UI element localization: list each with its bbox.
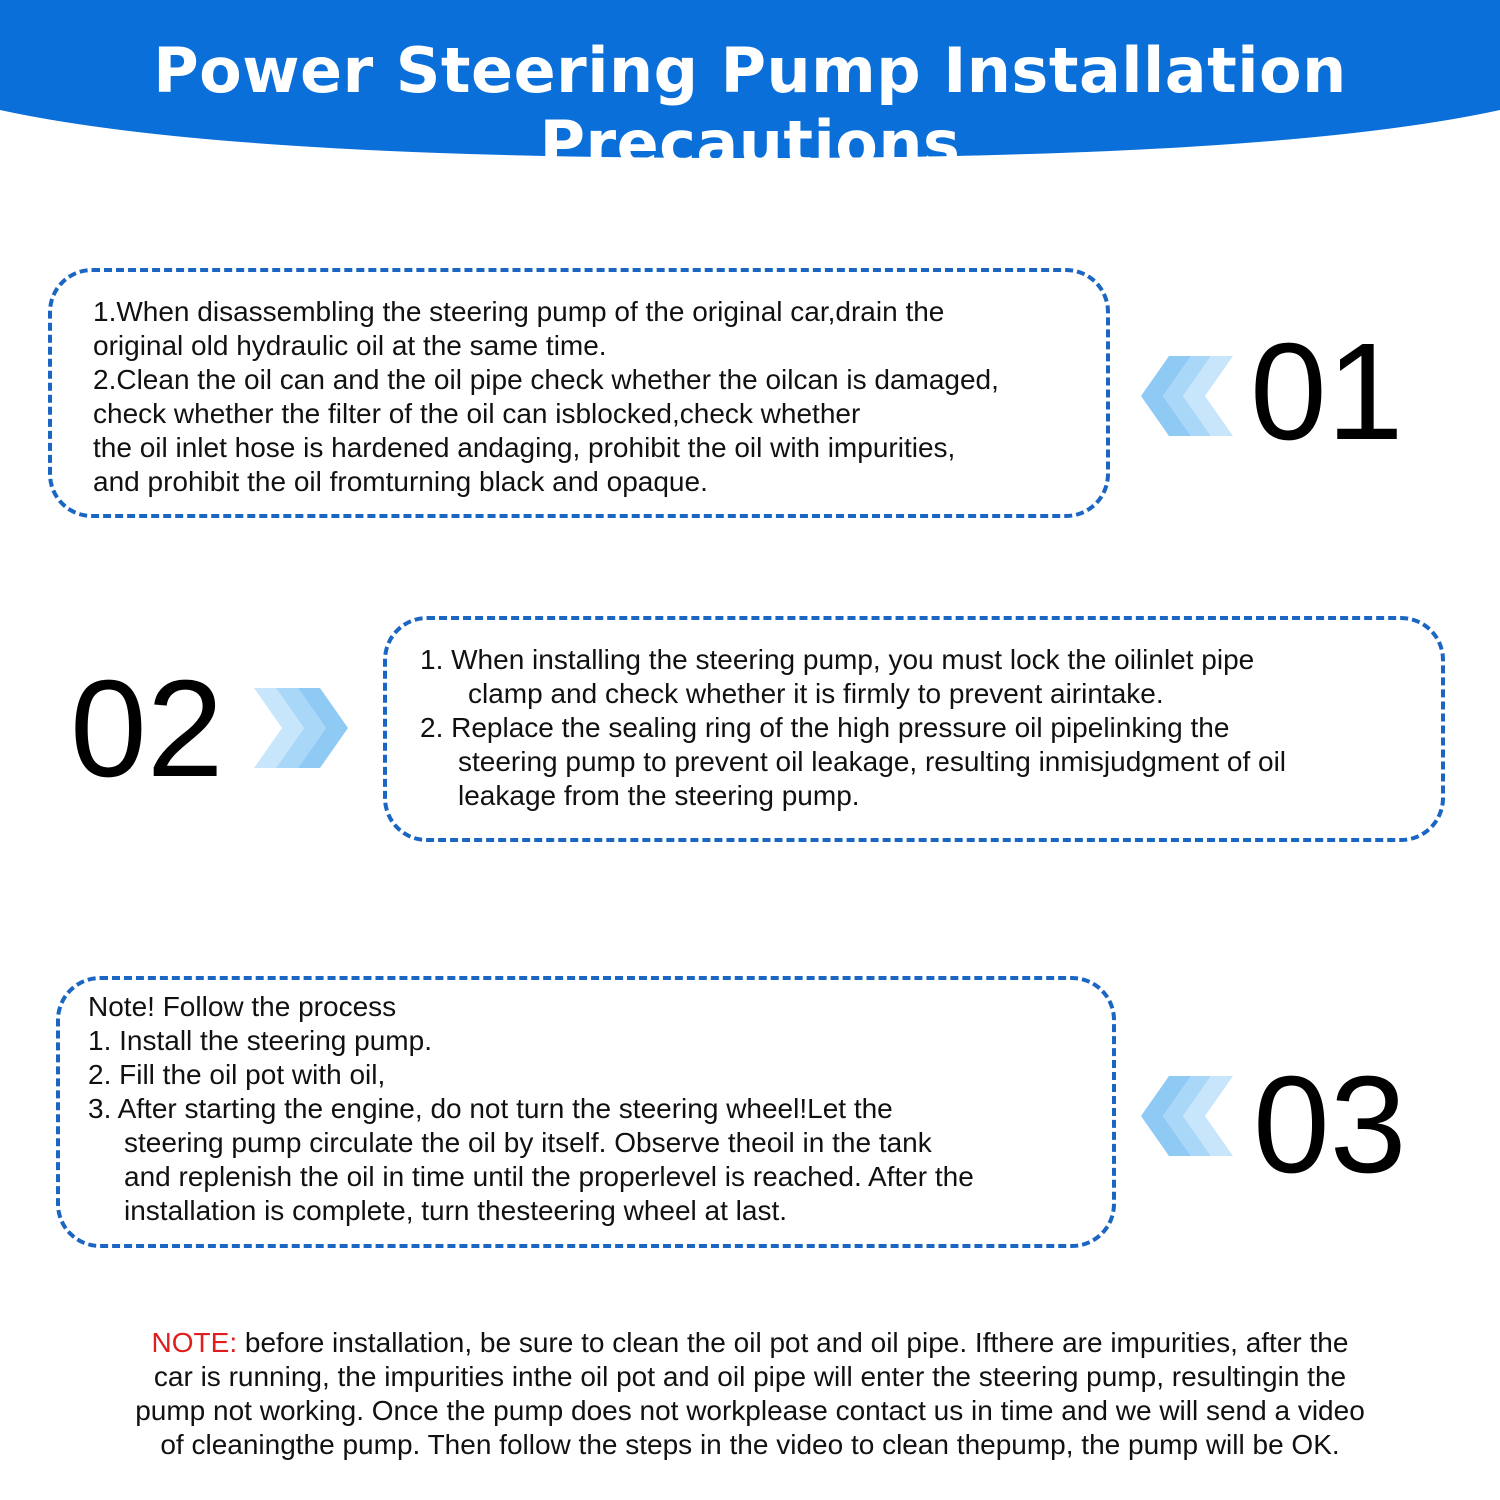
step-1-line: the oil inlet hose is hardened andaging, prohibit the oil with impurities, [93,432,956,463]
step-1-line: 2.Clean the oil can and the oil pipe check whether the oilcan is damaged, [93,364,999,395]
page-title: Power Steering Pump Installation Precautions [153,34,1347,180]
step-2-number: 02 [70,652,224,806]
step-3-line: steering pump circulate the oil by itself. Observe theoil in the tank [124,1127,932,1158]
step-2-line: clamp and check whether it is firmly to prevent airintake. [468,678,1164,709]
note-line [0,1326,1500,1360]
footer-note [0,1326,1500,1462]
step-1-text [93,295,999,499]
step-3-line: 2. Fill the oil pot with oil, [88,1059,386,1090]
note-first-line: before installation, be sure to clean the oil pot and oil pipe. Ifthere are impurities, after the [237,1327,1349,1358]
step-2-text [420,643,1286,813]
step-2-line: leakage from the steering pump. [458,780,860,811]
chevron-right-arrows-icon [252,688,356,768]
step-2-line: 2. Replace the sealing ring of the high pressure oil pipelinking the [420,712,1230,743]
step-3-line: installation is complete, turn thesteering wheel at last. [124,1195,788,1226]
step-3-line: Note! Follow the process [88,991,397,1022]
step-1-line: original old hydraulic oil at the same time. [93,330,607,361]
note-line: pump not working. Once the pump does not workplease contact us in time and we will send a video [135,1395,1365,1426]
step-1-line: check whether the filter of the oil can isblocked,check whether [93,398,861,429]
note-line: of cleaningthe pump. Then follow the steps in the video to clean thepump, the pump will be OK. [160,1429,1340,1460]
step-1-line: and prohibit the oil fromturning black and opaque. [93,466,708,497]
step-3-line: and replenish the oil in time until the properlevel is reached. After the [124,1161,974,1192]
step-1-line: 1.When disassembling the steering pump of the original car,drain the [93,296,945,327]
step-3-line: 3. After starting the engine, do not turn the steering wheel!Let the [88,1093,893,1124]
step-2-line: steering pump to prevent oil leakage, resulting inmisjudgment of oil [458,746,1287,777]
step-3-text [88,990,974,1228]
note-label: NOTE: [151,1327,238,1358]
step-1-number: 01 [1250,315,1404,469]
note-line: car is running, the impurities inthe oil pot and oil pipe will enter the steering pump, resultingin the [153,1361,1347,1392]
chevron-left-arrows-icon [1135,356,1235,436]
chevron-left-arrows-icon [1135,1076,1235,1156]
step-2-line: 1. When installing the steering pump, you must lock the oilinlet pipe [420,644,1255,675]
step-3-line: 1. Install the steering pump. [88,1025,432,1056]
step-3-number: 03 [1253,1048,1407,1202]
